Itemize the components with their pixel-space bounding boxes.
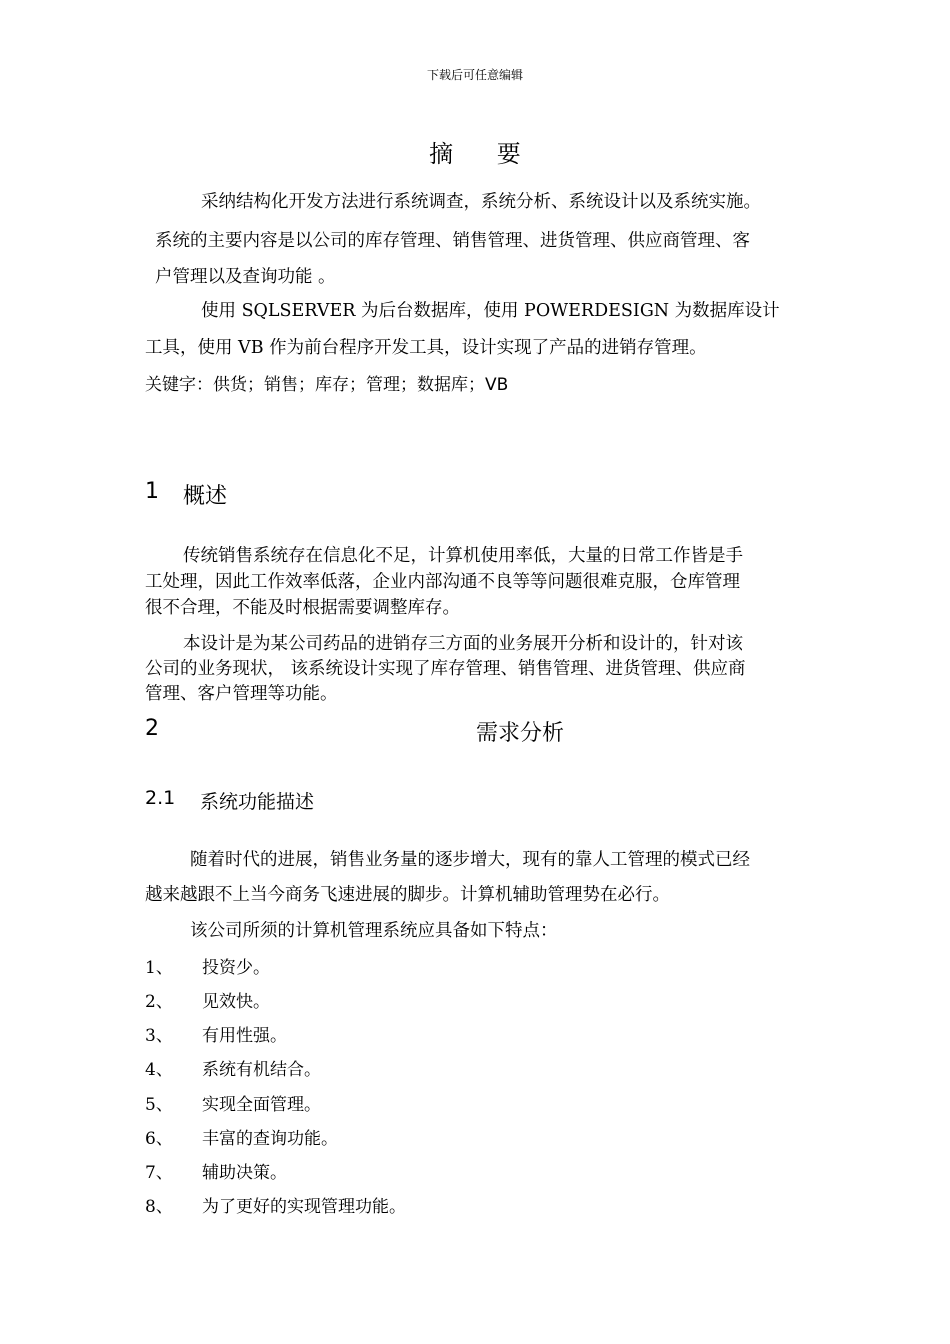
section1-para2-line: 管理、客户管理等功能。 (145, 684, 338, 704)
header-note: 下载后可任意编辑 (426, 68, 523, 82)
section2-1-line: 越来越跟不上当今商务飞速进展的脚步。计算机辅助管理势在必行。 (145, 885, 670, 905)
list-item-text: 辅助决策。 (202, 1163, 287, 1183)
section2-1-line: 随着时代的进展，销售业务量的逐步增大，现有的靠人工管理的模式已经 (190, 850, 750, 870)
list-item-text: 丰富的查询功能。 (202, 1129, 338, 1149)
section1-title: 概述 (183, 484, 228, 509)
list-item-text: 有用性强。 (202, 1026, 287, 1046)
list-item-number: 8、 (145, 1197, 173, 1217)
list-item-number: 4、 (145, 1060, 173, 1080)
list-item-number: 1、 (145, 958, 173, 978)
section1-para2-line: 公司的业务现状， 该系统设计实现了库存管理、销售管理、进货管理、供应商 (145, 659, 746, 679)
list-item-text: 投资少。 (202, 958, 270, 978)
list-item-number: 3、 (145, 1026, 173, 1046)
list-item-text: 实现全面管理。 (202, 1095, 321, 1115)
section2-1-title: 系统功能描述 (200, 791, 315, 813)
section2-number: 2 (145, 716, 159, 741)
abstract-line: 户管理以及查询功能 。 (155, 267, 336, 287)
section2-title: 需求分析 (476, 721, 565, 746)
section1-para2-line: 本设计是为某公司药品的进销存三方面的业务展开分析和设计的，针对该 (183, 634, 743, 654)
list-item-number: 7、 (145, 1163, 173, 1183)
list-item-number: 6、 (145, 1129, 173, 1149)
list-item-text: 为了更好的实现管理功能。 (202, 1197, 406, 1217)
section1-para1-line: 传统销售系统存在信息化不足，计算机使用率低，大量的日常工作皆是手 (183, 546, 743, 566)
abstract-line: 使用 SQLSERVER 为后台数据库，使用 POWERDESIGN 为数据库设计 (201, 301, 780, 321)
list-item-text: 见效快。 (202, 992, 270, 1012)
abstract-title: 摘 要 (429, 140, 539, 168)
section1-number: 1 (145, 479, 159, 504)
keywords: 关键字：供货；销售；库存；管理；数据库；VB (145, 375, 509, 395)
abstract-line: 采纳结构化开发方法进行系统调查，系统分析、系统设计以及系统实施。 (201, 192, 761, 212)
section1-para1-line: 很不合理，不能及时根据需要调整库存。 (145, 598, 460, 618)
list-item-text: 系统有机结合。 (202, 1060, 321, 1080)
list-item-number: 5、 (145, 1095, 173, 1115)
section1-para1-line: 工处理，因此工作效率低落，企业内部沟通不良等等问题很难克服，仓库管理 (145, 572, 740, 592)
abstract-line: 工具，使用 VB 作为前台程序开发工具，设计实现了产品的进销存管理。 (145, 338, 707, 358)
section2-1-line: 该公司所须的计算机管理系统应具备如下特点： (190, 921, 558, 941)
list-item-number: 2、 (145, 992, 173, 1012)
abstract-line: 系统的主要内容是以公司的库存管理、销售管理、进货管理、供应商管理、客 (155, 231, 750, 251)
section2-1-number: 2.1 (145, 787, 176, 809)
